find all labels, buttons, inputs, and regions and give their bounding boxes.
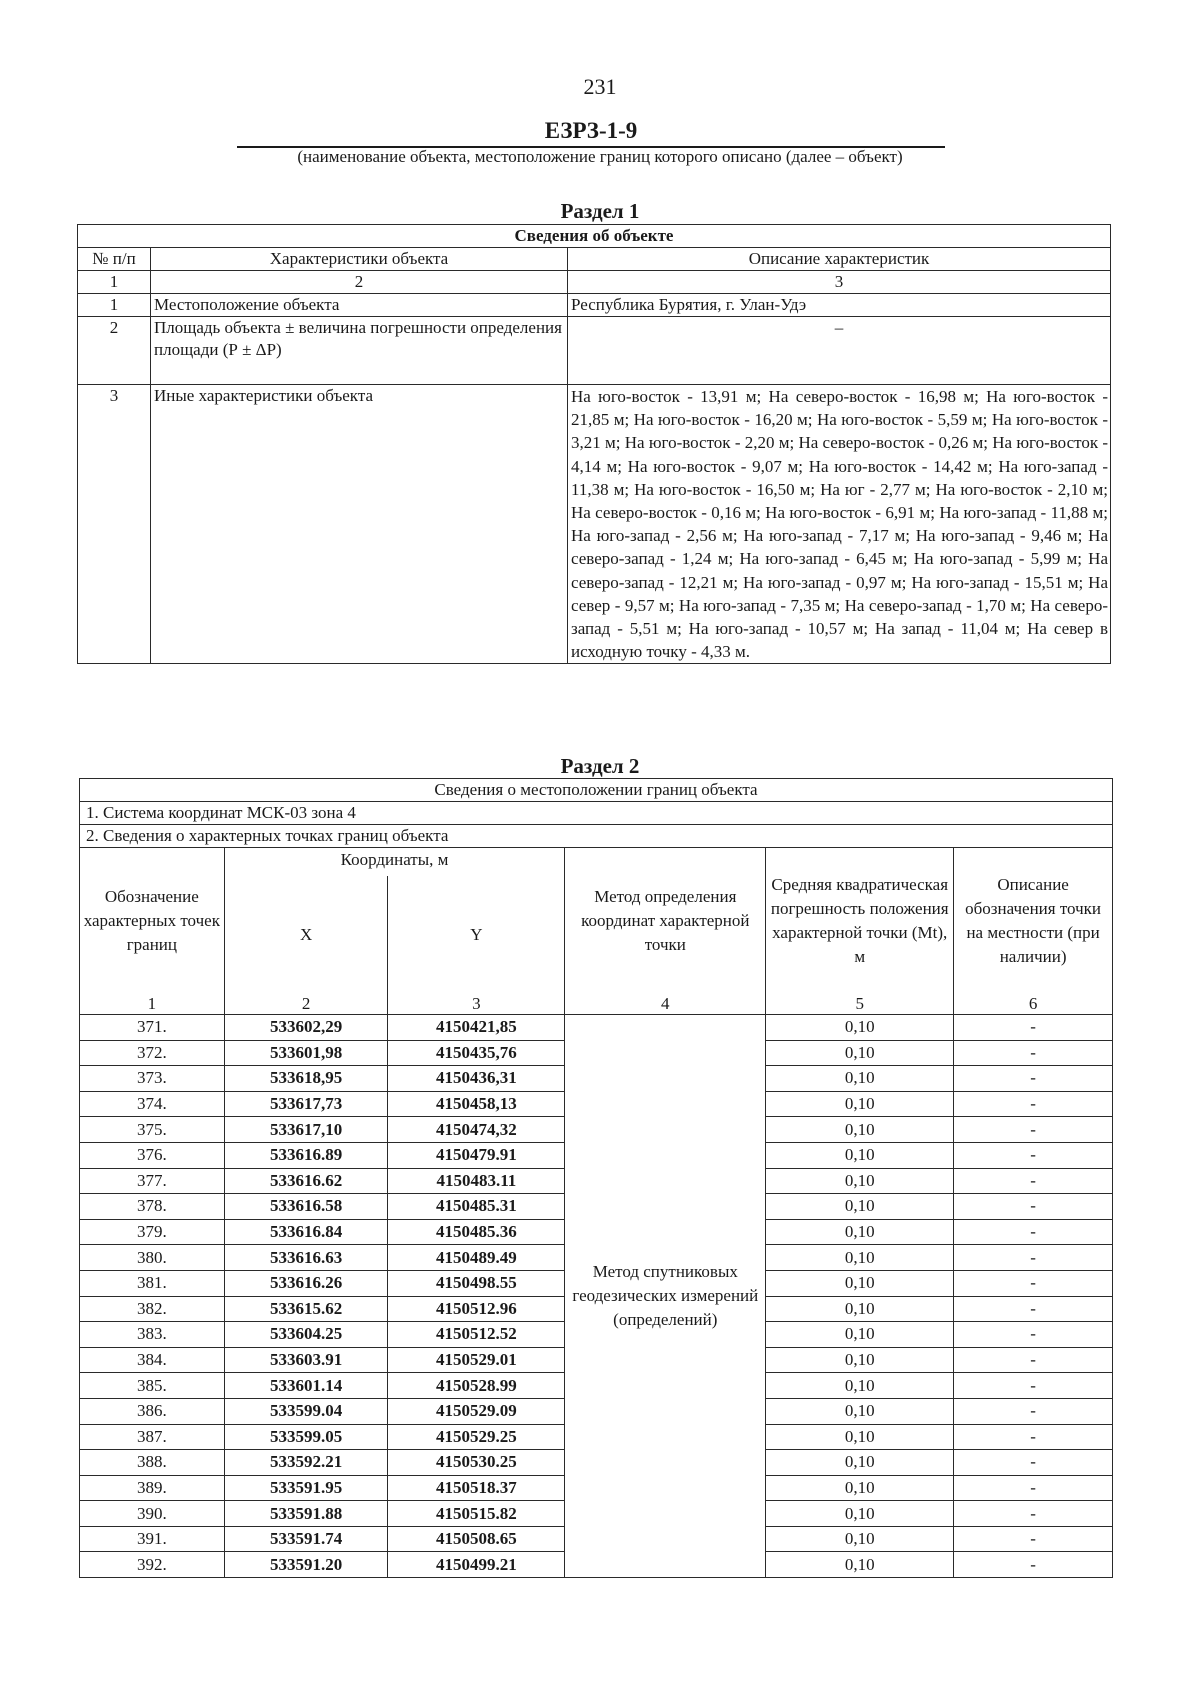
- point-number: 372.: [80, 1040, 225, 1066]
- point-number: 371.: [80, 1015, 225, 1041]
- coord-x: 533599.04: [224, 1398, 388, 1424]
- point-number: 383.: [80, 1322, 225, 1348]
- coord-y: 4150436,31: [388, 1066, 565, 1092]
- coord-y: 4150529.09: [388, 1398, 565, 1424]
- coord-y: 4150485.31: [388, 1194, 565, 1220]
- point-number: 384.: [80, 1347, 225, 1373]
- point-number: 374.: [80, 1091, 225, 1117]
- mt-value: 0,10: [766, 1245, 954, 1271]
- coord-x: 533616.26: [224, 1270, 388, 1296]
- point-number: 377.: [80, 1168, 225, 1194]
- point-description: -: [954, 1091, 1113, 1117]
- coord-x: 533618,95: [224, 1066, 388, 1092]
- column-index: 2: [151, 271, 568, 294]
- point-number: 373.: [80, 1066, 225, 1092]
- coord-x: 533616.62: [224, 1168, 388, 1194]
- coord-x: 533591.95: [224, 1475, 388, 1501]
- mt-value: 0,10: [766, 1552, 954, 1578]
- point-description: -: [954, 1219, 1113, 1245]
- system-row: [80, 802, 1113, 825]
- point-description: -: [954, 1270, 1113, 1296]
- section1-title: Раздел 1: [560, 199, 640, 223]
- point-number: 391.: [80, 1526, 225, 1552]
- point-description: -: [954, 1296, 1113, 1322]
- mt-value: 0,10: [766, 1270, 954, 1296]
- column-header-row: [80, 848, 1113, 877]
- coord-x: 533616.58: [224, 1194, 388, 1220]
- description: Республика Бурятия, г. Улан-Удэ: [568, 294, 1111, 317]
- coord-x: 533591.20: [224, 1552, 388, 1578]
- column-index-row: [78, 271, 1111, 294]
- column-index: 3: [388, 994, 565, 1015]
- point-description: -: [954, 1194, 1113, 1220]
- doc-code-block: [237, 118, 945, 148]
- coord-y: 4150483.11: [388, 1168, 565, 1194]
- header-mt: Средняя квадратическая погрешность положения характерной точки (Mt), м: [766, 848, 954, 995]
- column-index: 2: [224, 994, 388, 1015]
- point-description: -: [954, 1347, 1113, 1373]
- column-header: Описание характеристик: [568, 248, 1111, 271]
- mt-value: 0,10: [766, 1398, 954, 1424]
- point-rows: [80, 1015, 1113, 1578]
- header-point: Обозначение характерных точек границ: [80, 848, 225, 995]
- row-number: 3: [78, 385, 151, 664]
- column-header: Характеристики объекта: [151, 248, 568, 271]
- point-description: -: [954, 1552, 1113, 1578]
- column-header-row: [78, 248, 1111, 271]
- coord-x: 533602,29: [224, 1015, 388, 1041]
- table-row: [78, 385, 1111, 664]
- point-description: -: [954, 1475, 1113, 1501]
- points-caption: 2. Сведения о характерных точках границ объекта: [80, 825, 1113, 848]
- point-number: 380.: [80, 1245, 225, 1271]
- point-description: -: [954, 1040, 1113, 1066]
- coord-y: 4150499.21: [388, 1552, 565, 1578]
- coord-y: 4150435,76: [388, 1040, 565, 1066]
- coord-x: 533601,98: [224, 1040, 388, 1066]
- coord-x: 533603.91: [224, 1347, 388, 1373]
- method-cell: Метод спутниковых геодезических измерений (определений): [565, 1015, 766, 1578]
- column-index: 1: [80, 994, 225, 1015]
- coord-x: 533616.84: [224, 1219, 388, 1245]
- point-number: 389.: [80, 1475, 225, 1501]
- coordinate-system: 1. Система координат МСК-03 зона 4: [80, 802, 1113, 825]
- coord-x: 533591.74: [224, 1526, 388, 1552]
- doc-caption: (наименование объекта, местоположение границ которого описано (далее – объект): [297, 147, 903, 166]
- section2-title: Раздел 2: [560, 754, 640, 778]
- coord-x: 533617,73: [224, 1091, 388, 1117]
- mt-value: 0,10: [766, 1142, 954, 1168]
- coord-y: 4150530.25: [388, 1450, 565, 1476]
- mt-value: 0,10: [766, 1450, 954, 1476]
- header-coords: Координаты, м: [224, 848, 565, 877]
- coord-y: 4150512.96: [388, 1296, 565, 1322]
- coord-y: 4150529.01: [388, 1347, 565, 1373]
- coord-x: 533604.25: [224, 1322, 388, 1348]
- table-title-row: [78, 225, 1111, 248]
- coord-y: 4150528.99: [388, 1373, 565, 1399]
- header-method: Метод определения координат характерной точки: [565, 848, 766, 995]
- point-description: -: [954, 1450, 1113, 1476]
- column-index: 1: [78, 271, 151, 294]
- header-desc: Описание обозначения точки на местности (при наличии): [954, 848, 1113, 995]
- point-description: -: [954, 1066, 1113, 1092]
- coord-y: 4150512.52: [388, 1322, 565, 1348]
- object-info-table: [77, 224, 1111, 664]
- point-description: -: [954, 1424, 1113, 1450]
- table-title: Сведения о местоположении границ объекта: [80, 779, 1113, 802]
- coord-x: 533616.89: [224, 1142, 388, 1168]
- mt-value: 0,10: [766, 1117, 954, 1143]
- point-number: 392.: [80, 1552, 225, 1578]
- coord-y: 4150518.37: [388, 1475, 565, 1501]
- row-number: 1: [78, 294, 151, 317]
- mt-value: 0,10: [766, 1219, 954, 1245]
- row-number: 2: [78, 317, 151, 385]
- coord-x: 533599.05: [224, 1424, 388, 1450]
- coord-y: 4150474,32: [388, 1117, 565, 1143]
- table-title: Сведения об объекте: [78, 225, 1111, 248]
- coord-x: 533616.63: [224, 1245, 388, 1271]
- point-description: -: [954, 1526, 1113, 1552]
- table-row: [78, 317, 1111, 385]
- boundary-points-table: [79, 778, 1113, 1578]
- column-index: 3: [568, 271, 1111, 294]
- description: –: [568, 317, 1111, 385]
- coord-y: 4150485.36: [388, 1219, 565, 1245]
- point-number: 387.: [80, 1424, 225, 1450]
- column-index: 4: [565, 994, 766, 1015]
- point-description: -: [954, 1373, 1113, 1399]
- column-index-row: [80, 994, 1113, 1015]
- mt-value: 0,10: [766, 1296, 954, 1322]
- coord-y: 4150421,85: [388, 1015, 565, 1041]
- coord-y: 4150489.49: [388, 1245, 565, 1271]
- point-description: -: [954, 1142, 1113, 1168]
- point-description: -: [954, 1398, 1113, 1424]
- page-number: 231: [583, 74, 617, 99]
- coord-y: 4150498.55: [388, 1270, 565, 1296]
- coord-y: 4150508.65: [388, 1526, 565, 1552]
- point-description: -: [954, 1117, 1113, 1143]
- mt-value: 0,10: [766, 1475, 954, 1501]
- column-index: 5: [766, 994, 954, 1015]
- point-number: 382.: [80, 1296, 225, 1322]
- points-row: [80, 825, 1113, 848]
- mt-value: 0,10: [766, 1322, 954, 1348]
- coord-x: 533601.14: [224, 1373, 388, 1399]
- mt-value: 0,10: [766, 1526, 954, 1552]
- header-y: Y: [388, 876, 565, 994]
- description: На юго-восток - 13,91 м; На северо-восток - 16,98 м; На юго-восток - 21,85 м; На юго-восток - 16,20 м; На юго-восток - 5,59 м; На юго-восток - 3,21 м; На юго-восток - 2,20 м; На северо-восток - 0,26 м; На юго-восток - 4,14 м; На юго-восток - 9,07 м; На юго-восток - 14,42 м; На юго-запад - 11,38 м; На юго-восток - 16,50 м; На юг - 2,77 м; На юго-восток - 2,10 м; На северо-восток - 0,16 м; На юго-восток - 6,91 м; На юго-запад - 11,88 м; На юго-запад - 2,56 м; На юго-запад - 7,17 м; На юго-запад - 9,46 м; На северо-запад - 1,24 м; На юго-запад - 6,45 м; На юго-запад - 5,99 м; На северо-запад - 12,21 м; На юго-запад - 0,97 м; На юго-запад - 15,51 м; На север - 9,57 м; На юго-запад - 7,35 м; На северо-запад - 1,70 м; На северо-запад - 5,51 м; На юго-запад - 10,57 м; На запад - 11,04 м; На север в исходную точку - 4,33 м.: [568, 385, 1111, 664]
- point-number: 386.: [80, 1398, 225, 1424]
- mt-value: 0,10: [766, 1347, 954, 1373]
- point-number: 375.: [80, 1117, 225, 1143]
- mt-value: 0,10: [766, 1066, 954, 1092]
- coord-x: 533617,10: [224, 1117, 388, 1143]
- coord-y: 4150515.82: [388, 1501, 565, 1527]
- header-x: X: [224, 876, 388, 994]
- mt-value: 0,10: [766, 1040, 954, 1066]
- point-description: -: [954, 1168, 1113, 1194]
- point-description: -: [954, 1322, 1113, 1348]
- point-description: -: [954, 1501, 1113, 1527]
- characteristic: Местоположение объекта: [151, 294, 568, 317]
- mt-value: 0,10: [766, 1168, 954, 1194]
- characteristic: Площадь объекта ± величина погрешности определения площади (Р ± ΔР): [151, 317, 568, 385]
- coord-x: 533592.21: [224, 1450, 388, 1476]
- characteristic: Иные характеристики объекта: [151, 385, 568, 664]
- table-row: [80, 1015, 1113, 1041]
- coord-y: 4150529.25: [388, 1424, 565, 1450]
- coord-x: 533591.88: [224, 1501, 388, 1527]
- coord-y: 4150458,13: [388, 1091, 565, 1117]
- coord-x: 533615.62: [224, 1296, 388, 1322]
- point-number: 376.: [80, 1142, 225, 1168]
- point-number: 378.: [80, 1194, 225, 1220]
- mt-value: 0,10: [766, 1194, 954, 1220]
- point-number: 381.: [80, 1270, 225, 1296]
- column-header: № п/п: [78, 248, 151, 271]
- point-number: 385.: [80, 1373, 225, 1399]
- mt-value: 0,10: [766, 1373, 954, 1399]
- point-description: -: [954, 1245, 1113, 1271]
- mt-value: 0,10: [766, 1424, 954, 1450]
- point-description: -: [954, 1015, 1113, 1041]
- point-number: 390.: [80, 1501, 225, 1527]
- doc-code: ЕЗРЗ-1-9: [544, 118, 638, 143]
- column-index: 6: [954, 994, 1113, 1015]
- point-number: 379.: [80, 1219, 225, 1245]
- table-row: [78, 294, 1111, 317]
- coord-y: 4150479.91: [388, 1142, 565, 1168]
- mt-value: 0,10: [766, 1501, 954, 1527]
- point-number: 388.: [80, 1450, 225, 1476]
- mt-value: 0,10: [766, 1015, 954, 1041]
- table-title-row: [80, 779, 1113, 802]
- mt-value: 0,10: [766, 1091, 954, 1117]
